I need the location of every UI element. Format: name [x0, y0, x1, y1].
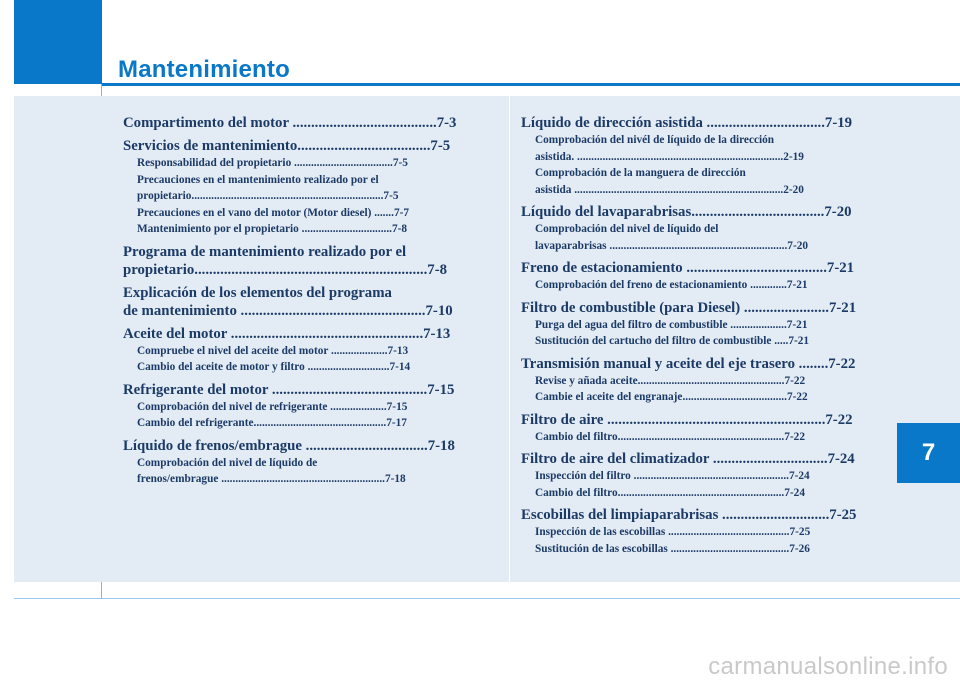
toc-subsection-entry[interactable]: lavaparabrisas ...............................................................7-20	[535, 239, 809, 252]
toc-subsection-entry[interactable]: asistida. .........................................................................2-19	[535, 150, 804, 163]
toc-section-entry[interactable]: Programa de mantenimiento realizado por el	[123, 243, 407, 260]
toc-section-entry[interactable]: Aceite del motor ....................................................7-13	[123, 325, 451, 342]
toc-subsection-entry[interactable]: propietario....................................................................7-5	[137, 190, 399, 202]
toc-section-entry[interactable]: Filtro de aire ...........................................................7-22	[521, 411, 853, 428]
toc-subsection-entry[interactable]: Inspección de las escobillas ...........................................7-25	[535, 526, 811, 538]
toc-section-entry[interactable]: propietario...............................................................7-8	[123, 261, 448, 278]
toc-subsection-entry[interactable]: Comprobación del nivél de líquido de la dirección	[535, 134, 775, 146]
toc-subsection-entry[interactable]: Comprobación de la manguera de dirección	[535, 167, 746, 179]
toc-left-column	[123, 114, 493, 488]
toc-section-entry[interactable]: Refrigerante del motor ..........................................7-15	[123, 381, 455, 398]
toc-section-entry[interactable]: Líquido de dirección asistida ................................7-19	[521, 115, 853, 131]
toc-subsection-entry[interactable]: Comprobación del freno de estacionamiento .............7-21	[535, 279, 808, 291]
column-divider	[509, 96, 510, 582]
toc-section-entry[interactable]: Escobillas del limpiaparabrisas .............................7-25	[521, 507, 857, 523]
toc-subsection-entry[interactable]: frenos/embrague ..........................................................7-18	[137, 473, 406, 485]
toc-subsection-entry[interactable]: Cambie el aceite del engranaje.....................................7-22	[535, 391, 808, 403]
toc-subsection-entry[interactable]: Cambio del aceite de motor y filtro .............................7-14	[137, 361, 411, 373]
toc-section-entry[interactable]: Freno de estacionamiento ......................................7-21	[521, 260, 855, 276]
toc-subsection-entry[interactable]: Cambio del refrigerante...............................................7-17	[137, 417, 407, 429]
page-title: Mantenimiento	[118, 56, 290, 83]
bottom-rule	[14, 598, 960, 599]
toc-section-entry[interactable]: Compartimento del motor .......................................7-3	[123, 115, 457, 131]
toc-right-column	[521, 114, 882, 557]
toc-section-entry[interactable]: Líquido del lavaparabrisas....................................7-20	[521, 204, 852, 220]
toc-subsection-entry[interactable]: Purga del agua del filtro de combustible ....................7-21	[535, 318, 808, 331]
toc-subsection-entry[interactable]: Comprobación del nivel de refrigerante ....................7-15	[137, 400, 408, 413]
toc-subsection-entry[interactable]: Precauciones en el vano del motor (Motor diesel) .......7-7	[137, 206, 410, 219]
toc-section-entry[interactable]: Filtro de aire del climatizador ...............................7-24	[521, 451, 855, 467]
toc-subsection-entry[interactable]: Comprobación del nivel de líquido del	[535, 223, 719, 235]
toc-section-entry[interactable]: Explicación de los elementos del programa	[123, 284, 392, 301]
watermark: carmanualsonline.info	[708, 653, 948, 680]
toc-subsection-entry[interactable]: asistida ..........................................................................2-20	[535, 183, 804, 196]
left-color-block	[14, 0, 102, 84]
toc-subsection-entry[interactable]: Mantenimiento por el propietario ................................7-8	[137, 223, 408, 235]
toc-section-entry[interactable]: Transmisión manual y aceite del eje trasero ........7-22	[521, 355, 856, 372]
toc-section-entry[interactable]: Servicios de mantenimiento....................................7-5	[123, 138, 451, 154]
toc-subsection-entry[interactable]: Revise y añada aceite....................................................7-22	[535, 374, 806, 387]
toc-section-entry[interactable]: Filtro de combustible (para Diesel) .......................7-21	[521, 299, 857, 316]
toc-section-entry[interactable]: Líquido de frenos/embrague .................................7-18	[123, 437, 455, 454]
toc-section-entry[interactable]: de mantenimiento ..................................................7-10	[123, 302, 453, 319]
toc-subsection-entry[interactable]: Precauciones en el mantenimiento realizado por el	[137, 173, 379, 186]
toc-subsection-entry[interactable]: Compruebe el nivel del aceite del motor ....................7-13	[137, 344, 409, 357]
toc-subsection-entry[interactable]: Sustitución de las escobillas ..........................................7-26	[535, 542, 810, 555]
title-underline	[102, 83, 960, 86]
chapter-tab[interactable]: 7	[897, 423, 960, 483]
toc-subsection-entry[interactable]: Sustitución del cartucho del filtro de combustible .....7-21	[535, 335, 810, 347]
toc-subsection-entry[interactable]: Inspección del filtro .......................................................7-24	[535, 470, 810, 482]
toc-subsection-entry[interactable]: Responsabilidad del propietario ...................................7-5	[137, 157, 408, 169]
toc-subsection-entry[interactable]: Cambio del filtro...........................................................7-22	[535, 430, 805, 443]
toc-subsection-entry[interactable]: Comprobación del nivel de líquido de	[137, 456, 318, 469]
toc-subsection-entry[interactable]: Cambio del filtro...........................................................7-24	[535, 486, 805, 499]
